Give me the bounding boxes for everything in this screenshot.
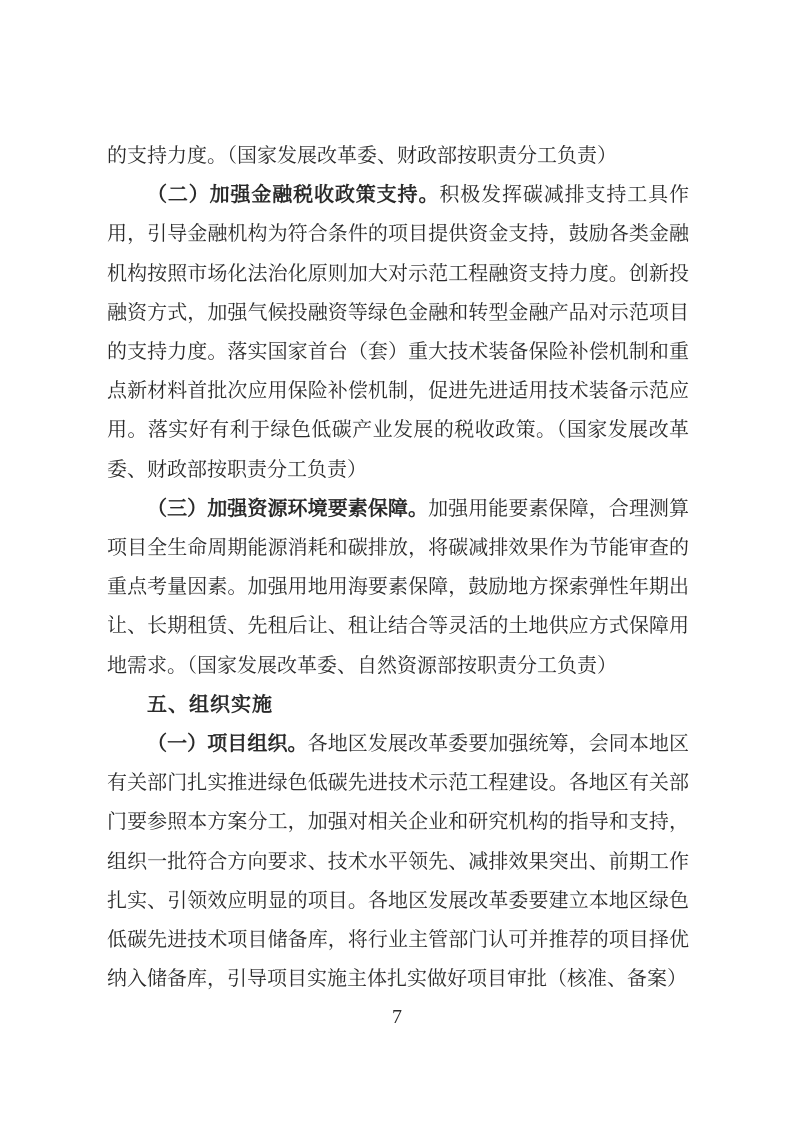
- responsibility-attribution: （国家发展改革委、财政部按职责分工负责）: [107, 419, 690, 481]
- document-body: [107, 137, 689, 999]
- clause-body: 积极发挥碳减排支持工具作用，引导金融机构为符合条件的项目提供资金支持，鼓励各类金融机构按照市场化法治化原则加大对示范工程融资支持力度。创新投融资方式，加强气候投融资等绿色金融和转型金融产品对示范项目的支持力度。落实国家首台（套）重大技术装备保险补偿机制和重点新材料首批次应用保险补偿机制，促进先进适用技术装备示范应用。落实好有利于绿色低碳产业发展的税收政策。: [107, 184, 690, 442]
- continuation-text: 的支持力度。: [107, 145, 227, 167]
- clause-heading: （二）加强金融税收政策支持。: [147, 184, 440, 207]
- section-heading-text: 五、组织实施: [147, 693, 273, 716]
- paragraph-continuation: [107, 137, 689, 176]
- clause-body: 各地区发展改革委要加强统筹，会同本地区有关部门扎实推进绿色低碳先进技术示范工程建设。各地区有关部门要参照本方案分工，加强对相关企业和研究机构的指导和支持，组织一批符合方向要求、技术水平领先、减排效果突出、前期工作扎实、引领效应明显的项目。各地区发展改革委要建立本地区绿色低碳先进技术项目储备库，将行业主管部门认可并推荐的项目择优纳入储备库，引导项目实施主体扎实做好项目审批（核准、备案）: [107, 733, 690, 991]
- page-number: 7: [392, 1006, 402, 1028]
- section-heading-implementation: [107, 686, 689, 725]
- clause-body: 加强用能要素保障，合理测算项目全生命周期能源消耗和碳排放，将碳减排效果作为节能审查的重点考量因素。加强用地用海要素保障，鼓励地方探索弹性年期出让、长期租赁、先租后让、租让结合等灵活的土地供应方式保障用地需求。: [107, 497, 690, 677]
- clause-heading: （一）项目组织。: [147, 733, 308, 756]
- paragraph-finance-tax-support: [107, 176, 689, 490]
- responsibility-attribution: （国家发展改革委、自然资源部按职责分工负责）: [187, 654, 617, 677]
- responsibility-attribution: （国家发展改革委、财政部按职责分工负责）: [227, 145, 617, 167]
- paragraph-project-organization: [107, 725, 689, 999]
- clause-heading: （三）加强资源环境要素保障。: [147, 497, 429, 520]
- paragraph-resource-environment: [107, 490, 689, 686]
